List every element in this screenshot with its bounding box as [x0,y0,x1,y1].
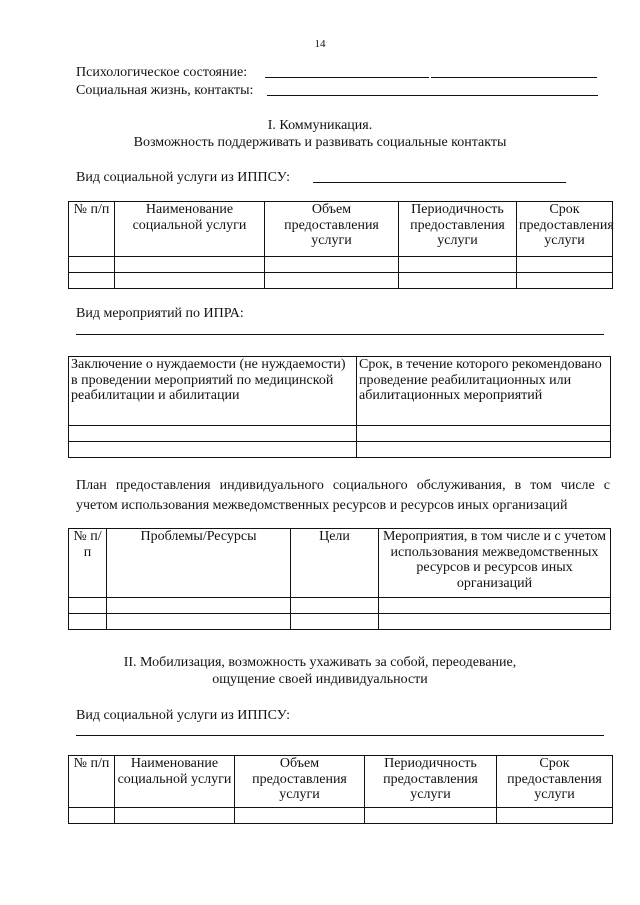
section2-title: II. Мобилизация, возможность ухаживать за собой, переодевание, [123,655,517,670]
table-header-goals: Цели [291,529,379,598]
table-cell[interactable] [115,273,265,289]
table-row [69,808,613,824]
section1-title: I. Коммуникация. [267,118,373,133]
table-cell[interactable] [235,808,365,824]
psych-state-field-1[interactable] [265,77,429,78]
psych-state-field-2[interactable] [431,77,597,78]
table-cell[interactable] [69,426,357,442]
table-header-term: Срок предоставления услуги [517,202,613,257]
table-header-number: № п/п [69,202,115,257]
table-cell[interactable] [379,614,611,630]
table-cell[interactable] [291,614,379,630]
section1-subtitle: Возможность поддерживать и развивать социальные контакты [133,135,507,150]
section1-services-table [68,201,613,289]
table-row [69,614,611,630]
table-cell[interactable] [69,614,107,630]
table-cell[interactable] [69,273,115,289]
table-cell[interactable] [365,808,497,824]
table-header-periodicity: Периодичность предоставления услуги [365,756,497,808]
table-header-measures: Мероприятия, в том числе и с учетом использования межведомственных ресурсов и ресурсов иных организаций [379,529,611,598]
table-cell[interactable] [357,426,611,442]
psych-state-label: Психологическое состояние: [76,65,248,80]
table-header-term: Срок предоставления услуги [497,756,613,808]
table-cell[interactable] [265,257,399,273]
table-cell[interactable] [115,257,265,273]
table-header-term-recommended: Срок, в течение которого рекомендовано проведение реабилитационных или абилитационных мероприятий [357,357,611,426]
table-cell[interactable] [399,257,517,273]
table-header-volume: Объем предоставления услуги [235,756,365,808]
section2-service-type-label: Вид социальной услуги из ИППСУ: [76,708,291,723]
ipra-field[interactable] [76,334,604,335]
table-cell[interactable] [115,808,235,824]
table-header-need-conclusion: Заключение о нуждаемости (не нуждаемости) в проведении мероприятий по медицинской реабилитации и абилитации [69,357,357,426]
plan-table [68,528,611,630]
section1-service-type-label: Вид социальной услуги из ИППСУ: [76,170,291,185]
social-life-field[interactable] [267,95,598,96]
table-row [69,273,613,289]
table-cell[interactable] [379,598,611,614]
table-row [69,442,611,458]
table-row [69,426,611,442]
table-header-problems-resources: Проблемы/Ресурсы [107,529,291,598]
table-header-number: № п/п [69,529,107,598]
social-life-label: Социальная жизнь, контакты: [76,83,254,98]
table-cell[interactable] [291,598,379,614]
table-cell[interactable] [265,273,399,289]
table-header-service-name: Наименование социальной услуги [115,756,235,808]
plan-paragraph: План предоставления индивидуального социального обслуживания, в том числе с учетом использования межведомственных ресурсов и ресурсов иных организаций [76,478,610,513]
table-row [69,257,613,273]
table-header-number: № п/п [69,756,115,808]
table-header-periodicity: Периодичность предоставления услуги [399,202,517,257]
table-cell[interactable] [107,598,291,614]
section2-subtitle: ощущение своей индивидуальности [212,672,428,687]
table-header-service-name: Наименование социальной услуги [115,202,265,257]
page-number: 14 [314,38,326,50]
ipra-label: Вид мероприятий по ИПРА: [76,306,244,321]
table-cell[interactable] [517,273,613,289]
table-cell[interactable] [497,808,613,824]
table-row [69,598,611,614]
table-cell[interactable] [69,808,115,824]
table-cell[interactable] [357,442,611,458]
table-header-volume: Объем предоставления услуги [265,202,399,257]
table-cell[interactable] [517,257,613,273]
table-cell[interactable] [399,273,517,289]
table-cell[interactable] [69,257,115,273]
section2-services-table [68,755,613,824]
table-cell[interactable] [107,614,291,630]
section2-service-type-field[interactable] [76,735,604,736]
table-cell[interactable] [69,598,107,614]
ipra-table [68,356,611,458]
table-cell[interactable] [69,442,357,458]
section1-service-type-field[interactable] [313,182,566,183]
